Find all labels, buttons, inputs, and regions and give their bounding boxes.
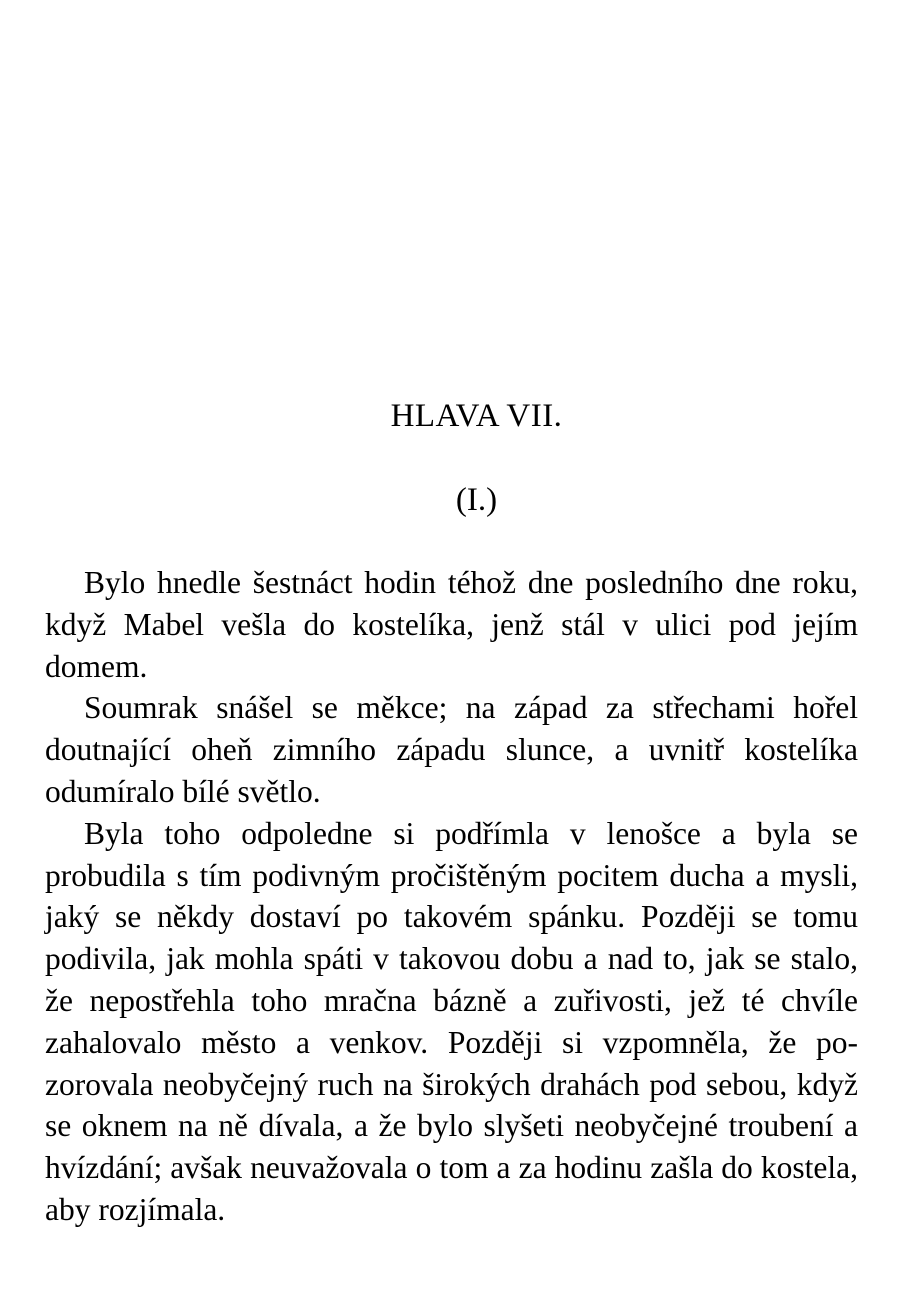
chapter-title: HLAVA VII.	[390, 398, 563, 434]
paragraph-1: Bylo hnedle šestnáct hodin téhož dne posledního dne roku, když Mabel vešla do kostelíka, jenž stál v ulici pod jejím domem.	[45, 565, 858, 684]
paragraph-3: Byla toho odpoledne si podřímla v lenošce a byla se probudila s tím podivným pročištěným pocitem ducha a mysli, jaký se někdy dostaví po takovém spánku. Později se tomu podivila, jak mohla spáti v takovou dobu a nad to, jak se stalo, že nepostřehla toho mračna bázně a zuřivosti, jež té chvíle zahalovalo město a venkov. Později si vzpomněla, že pozorovala neobyčejný ruch na širokých drahách pod sebou, když se oknem na ně dívala, a že bylo slyšeti neobyčejné troubení a hvízdání; avšak neuvažovala o tom a za hodinu zašla do kostela, aby rozjímala.	[45, 815, 858, 1227]
chapter-body	[45, 562, 858, 1231]
book-page	[45, 0, 858, 1300]
paragraph-2: Soumrak snášel se měkce; na západ za střechami hořel doutnající oheň zimního západu slunce, a uvnitř kostelíka odumíralo bílé světlo.	[45, 690, 858, 809]
section-number: (I.)	[455, 482, 498, 518]
